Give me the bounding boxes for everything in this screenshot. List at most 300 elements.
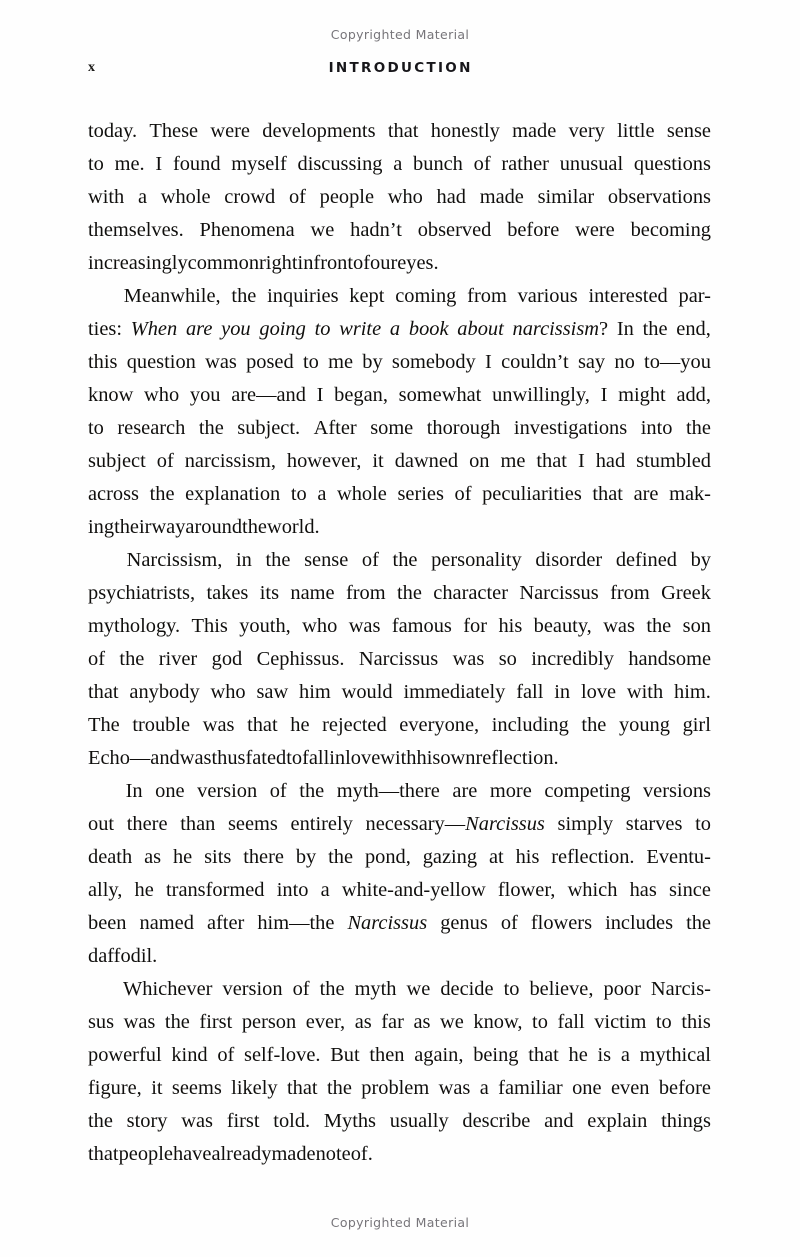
- text-line: [88, 808, 711, 841]
- text-word: name: [290, 582, 335, 604]
- text-word: of: [473, 153, 491, 175]
- text-line: [88, 1072, 711, 1105]
- text-word: before: [658, 1077, 711, 1099]
- text-word: entirely: [290, 813, 353, 835]
- text-word: flowers: [530, 912, 593, 934]
- text-word: from: [467, 285, 507, 307]
- text-line: [88, 544, 711, 577]
- text-word: very: [568, 120, 605, 142]
- text-word: world.: [266, 516, 320, 538]
- text-word: in: [329, 747, 346, 769]
- text-word: little: [617, 120, 655, 142]
- paragraph: [88, 544, 711, 775]
- text-word: some: [370, 417, 414, 439]
- text-word: from: [345, 582, 386, 604]
- text-word: trouble: [132, 714, 191, 736]
- text-word: which: [567, 879, 618, 901]
- italic-text: you: [221, 318, 251, 340]
- text-word: young: [618, 714, 670, 736]
- text-word: that: [247, 714, 278, 736]
- text-line: [88, 610, 711, 643]
- text-line: [88, 247, 711, 280]
- text-word: first: [199, 1011, 233, 1033]
- text-word: he: [134, 879, 154, 901]
- text-word: questions: [633, 153, 711, 175]
- text-word: was: [438, 1077, 471, 1099]
- text-word: everyone,: [399, 714, 480, 736]
- text-word: and: [544, 1110, 574, 1132]
- text-word: was: [452, 648, 485, 670]
- text-word: in: [297, 252, 314, 274]
- text-word: familiar: [498, 1077, 563, 1099]
- text-line: [88, 181, 711, 214]
- text-word: stumbled: [636, 450, 711, 472]
- text-word: Narcissus: [519, 582, 599, 604]
- text-word: made: [512, 120, 557, 142]
- text-word: it: [151, 1077, 163, 1099]
- text-word: add,: [676, 384, 711, 406]
- text-word: own: [440, 747, 476, 769]
- text-word: of: [156, 450, 174, 472]
- text-word: of: [353, 252, 371, 274]
- text-word: the: [299, 780, 325, 802]
- text-word: a: [620, 1044, 630, 1066]
- text-word: god: [211, 648, 243, 670]
- text-word: end,: [676, 318, 711, 340]
- text-line: [88, 577, 711, 610]
- text-word: youth,: [239, 615, 291, 637]
- italic-text: Narcissus: [347, 912, 428, 934]
- text-word: the: [646, 615, 672, 637]
- text-word: mythical: [639, 1044, 711, 1066]
- text-word: flower,: [497, 879, 556, 901]
- text-word: Cephissus.: [256, 648, 345, 670]
- text-word: This: [191, 615, 228, 637]
- text-word: note: [315, 1143, 351, 1165]
- text-word: would: [341, 681, 393, 703]
- italic-text: going: [259, 318, 306, 340]
- text-word: the: [149, 483, 175, 505]
- text-word: across: [88, 483, 139, 505]
- text-word: have: [172, 1143, 212, 1165]
- text-word: it: [372, 450, 384, 472]
- text-word: somewhat: [398, 384, 482, 406]
- text-word: starves: [625, 813, 683, 835]
- text-word: since: [668, 879, 711, 901]
- text-word: seems: [228, 813, 278, 835]
- text-word: the: [88, 1110, 113, 1132]
- text-word: at: [488, 846, 504, 868]
- text-word: story: [126, 1110, 168, 1132]
- text-word: fall: [302, 747, 330, 769]
- text-word: explanation: [185, 483, 281, 505]
- italic-text: are: [185, 318, 213, 340]
- text-word: its: [259, 582, 279, 604]
- body-text: [88, 115, 711, 1171]
- text-word: Narcissism,: [126, 549, 223, 571]
- text-word: to: [695, 813, 711, 835]
- text-word: [409, 313, 449, 346]
- text-line: [88, 478, 711, 511]
- chapter-title: INTRODUCTION: [328, 60, 473, 76]
- text-word: I: [600, 384, 608, 406]
- text-line: [88, 214, 711, 247]
- text-word: subject: [88, 450, 146, 472]
- text-line: [88, 775, 711, 808]
- text-word: victim: [594, 1011, 647, 1033]
- text-word: are: [633, 483, 659, 505]
- text-word: to—you: [644, 351, 711, 373]
- text-word: coming: [395, 285, 457, 307]
- text-word: was: [123, 1011, 156, 1033]
- text-word: to: [302, 351, 319, 373]
- text-word: increasingly: [88, 252, 188, 274]
- text-word: love: [580, 681, 617, 703]
- text-word: had: [595, 450, 626, 472]
- text-word: the: [642, 318, 668, 340]
- text-line: [88, 1105, 711, 1138]
- text-word: of: [217, 1044, 235, 1066]
- text-word: research: [117, 417, 186, 439]
- text-word: person: [241, 1011, 297, 1033]
- text-word: After: [313, 417, 357, 439]
- text-line: [88, 511, 711, 544]
- text-word: versions: [642, 780, 711, 802]
- text-line: [88, 742, 711, 775]
- text-word: way: [151, 516, 186, 538]
- text-word: who: [210, 681, 246, 703]
- text-word: sus: [88, 1011, 115, 1033]
- italic-text: When: [130, 318, 178, 340]
- text-word: around: [185, 516, 243, 538]
- text-line: [88, 346, 711, 379]
- text-word: of: [288, 186, 306, 208]
- text-word: say: [577, 351, 606, 373]
- text-line: [88, 841, 711, 874]
- text-line: [88, 148, 711, 181]
- text-word: so: [498, 648, 517, 670]
- text-word: who: [387, 186, 423, 208]
- text-word: on: [469, 450, 490, 472]
- text-word: might: [618, 384, 666, 406]
- text-word: fall: [557, 1011, 585, 1033]
- text-word: before: [507, 219, 560, 241]
- text-word: interested: [588, 285, 668, 307]
- text-word: ing: [88, 516, 115, 538]
- text-word: seems: [171, 1077, 222, 1099]
- text-word: [131, 313, 177, 346]
- text-word: you: [189, 384, 221, 406]
- text-word: by: [295, 846, 317, 868]
- text-word: [339, 313, 381, 346]
- text-word: their: [114, 516, 152, 538]
- text-word: version: [222, 978, 283, 1000]
- text-word: psychiatrists,: [88, 582, 196, 604]
- text-word: after: [206, 912, 245, 934]
- text-word: was: [181, 1110, 213, 1132]
- text-word: gazing: [422, 846, 478, 868]
- text-word: even: [610, 1077, 650, 1099]
- text-line: [88, 379, 711, 412]
- text-word: Phenomena: [199, 219, 295, 241]
- text-word: again,: [414, 1044, 464, 1066]
- text-word: rejected: [322, 714, 387, 736]
- text-word: to: [286, 747, 303, 769]
- text-word: son: [682, 615, 711, 637]
- text-word: by: [362, 351, 383, 373]
- text-word: character: [433, 582, 508, 604]
- text-word: know: [88, 384, 134, 406]
- text-word: there: [243, 846, 284, 868]
- text-word: we: [310, 219, 335, 241]
- text-word: who: [144, 384, 180, 406]
- text-word: he: [172, 846, 193, 868]
- text-word: are—and: [231, 384, 306, 406]
- text-word: Meanwhile,: [123, 285, 221, 307]
- text-word: describe: [462, 1110, 531, 1132]
- text-line: [88, 709, 711, 742]
- text-word: whole: [160, 186, 211, 208]
- text-word: [457, 313, 503, 346]
- text-word: a: [479, 1077, 489, 1099]
- text-line: [88, 1039, 711, 1072]
- text-line: [88, 907, 711, 940]
- text-word: that: [592, 483, 623, 505]
- text-word: has: [629, 879, 657, 901]
- text-word: a: [393, 153, 403, 175]
- text-word: kept: [349, 285, 385, 307]
- text-word: poor: [603, 978, 641, 1000]
- text-word: These: [149, 120, 199, 142]
- text-word: know,: [473, 1011, 523, 1033]
- text-word: him.: [674, 681, 711, 703]
- text-word: ties:: [88, 318, 122, 340]
- text-word: [390, 313, 400, 346]
- text-word: peculiarities: [482, 483, 582, 505]
- text-word: for: [463, 615, 488, 637]
- text-word: the: [319, 978, 345, 1000]
- text-word: takes: [206, 582, 249, 604]
- text-word: had: [436, 186, 466, 208]
- text-word: the: [242, 516, 267, 538]
- text-word: me.: [114, 153, 145, 175]
- text-word: But: [330, 1044, 360, 1066]
- text-word: today.: [88, 120, 138, 142]
- text-word: daffodil.: [88, 945, 158, 967]
- text-word: [221, 313, 250, 346]
- text-word: this: [88, 351, 118, 373]
- text-word: discussing: [297, 153, 383, 175]
- text-word: river: [158, 648, 198, 670]
- text-word: whole: [337, 483, 387, 505]
- text-word: me: [328, 351, 353, 373]
- text-word: [315, 313, 331, 346]
- italic-text: a: [389, 318, 401, 340]
- text-line: [88, 874, 711, 907]
- text-word: common: [187, 252, 260, 274]
- copyrighted-material-watermark-top: Copyrighted Material: [330, 27, 470, 42]
- text-word: death: [88, 846, 133, 868]
- text-word: similar: [537, 186, 595, 208]
- text-word: posed: [246, 351, 294, 373]
- text-line: [88, 280, 711, 313]
- text-word: the: [328, 846, 354, 868]
- text-word: began,: [334, 384, 388, 406]
- text-word: reflection.: [475, 747, 559, 769]
- text-word: to: [88, 153, 104, 175]
- text-word: mak-: [669, 483, 711, 505]
- text-word: he: [290, 714, 310, 736]
- text-word: of: [500, 912, 518, 934]
- text-word: fall: [516, 681, 544, 703]
- text-word: he: [568, 1044, 588, 1066]
- italic-text: to: [314, 318, 331, 340]
- text-word: simply: [557, 813, 614, 835]
- running-head: [88, 58, 711, 78]
- text-word: that: [88, 681, 119, 703]
- text-word: more: [489, 780, 532, 802]
- text-word: observed: [417, 219, 492, 241]
- text-word: first: [226, 1110, 260, 1132]
- text-word: of: [269, 780, 287, 802]
- text-word: him—the: [257, 912, 335, 934]
- text-word: with: [88, 186, 125, 208]
- text-word: the: [686, 912, 711, 934]
- text-word: In: [616, 318, 634, 340]
- text-word: people: [319, 186, 375, 208]
- text-word: to: [88, 417, 104, 439]
- text-word: his: [515, 846, 540, 868]
- text-word: our: [370, 252, 398, 274]
- text-word: him: [299, 681, 331, 703]
- text-word: that: [88, 1143, 119, 1165]
- text-word: of: [361, 549, 379, 571]
- text-word: beauty,: [533, 615, 592, 637]
- text-word: been: [88, 912, 127, 934]
- text-word: sense: [666, 120, 711, 142]
- text-word: honestly: [430, 120, 500, 142]
- text-word: immediately: [403, 681, 506, 703]
- text-word: version: [197, 780, 258, 802]
- text-word: likely: [231, 1077, 278, 1099]
- text-word: mythology.: [88, 615, 181, 637]
- text-word: to: [532, 1011, 548, 1033]
- italic-text: about: [457, 318, 504, 340]
- text-word: were: [575, 219, 615, 241]
- text-word: themselves.: [88, 219, 184, 241]
- text-word: anybody: [129, 681, 200, 703]
- text-word: from: [610, 582, 650, 604]
- text-word: the: [581, 714, 607, 736]
- text-word: narcissism,: [184, 450, 276, 472]
- text-word: as: [144, 846, 162, 868]
- text-word: The: [88, 714, 120, 736]
- text-line: [88, 940, 711, 973]
- text-word: the: [392, 549, 418, 571]
- text-word: that: [536, 450, 567, 472]
- paragraph: [88, 973, 711, 1171]
- text-word: in: [554, 681, 571, 703]
- text-word: is: [597, 1044, 612, 1066]
- text-word: handsome: [628, 648, 711, 670]
- text-word: the: [119, 648, 145, 670]
- text-word: decide: [440, 978, 494, 1000]
- text-word: sense: [304, 549, 349, 571]
- text-word: [347, 907, 427, 940]
- text-word: In: [125, 780, 143, 802]
- text-word: eyes.: [397, 252, 439, 274]
- text-word: made: [271, 1143, 316, 1165]
- text-word: necessary—Narcissus: [365, 813, 545, 835]
- text-word: in: [236, 549, 252, 571]
- paragraph: [88, 115, 711, 280]
- text-word: the: [164, 1011, 190, 1033]
- text-word: rather: [501, 153, 549, 175]
- text-word: the: [685, 417, 711, 439]
- text-word: then: [369, 1044, 405, 1066]
- text-word: includes: [605, 912, 674, 934]
- text-word: crowd: [224, 186, 276, 208]
- text-word: somebody: [391, 351, 476, 373]
- text-word: subject.: [237, 417, 301, 439]
- text-word: to: [655, 1011, 672, 1033]
- text-word: bunch: [413, 153, 463, 175]
- text-word: out: [88, 813, 115, 835]
- text-word: I: [577, 450, 585, 472]
- text-word: unwillingly,: [492, 384, 590, 406]
- text-word: [186, 313, 212, 346]
- text-word: the: [396, 582, 422, 604]
- text-word: was: [603, 615, 635, 637]
- text-line: [88, 445, 711, 478]
- text-word: explain: [587, 1110, 648, 1132]
- text-word: unusual: [559, 153, 624, 175]
- text-word: right: [259, 252, 298, 274]
- text-word: kind: [171, 1044, 208, 1066]
- text-word: myth: [354, 978, 397, 1000]
- text-word: as: [413, 1011, 431, 1033]
- text-word: was: [179, 747, 212, 769]
- text-word: Echo—and: [88, 747, 180, 769]
- text-word: competing: [544, 780, 631, 802]
- text-word: par-: [678, 285, 711, 307]
- text-word: I: [155, 153, 163, 175]
- text-word: saw: [256, 681, 289, 703]
- text-word: this: [681, 1011, 711, 1033]
- italic-text: Narcissus: [465, 813, 545, 835]
- text-word: including: [491, 714, 569, 736]
- text-word: far: [381, 1011, 404, 1033]
- text-word: personality: [431, 549, 522, 571]
- text-word: developments: [262, 120, 376, 142]
- text-word: I: [316, 384, 324, 406]
- text-word: dawned: [394, 450, 459, 472]
- text-word: disorder: [535, 549, 603, 571]
- text-line: [88, 1138, 711, 1171]
- text-word: that: [528, 1044, 559, 1066]
- text-word: with: [626, 681, 664, 703]
- text-word: myth—there: [336, 780, 440, 802]
- text-word: being: [473, 1044, 519, 1066]
- text-word: of: [454, 483, 472, 505]
- text-word: ally,: [88, 879, 123, 901]
- text-word: genus: [440, 912, 488, 934]
- text-word: sits: [204, 846, 232, 868]
- text-word: named: [139, 912, 194, 934]
- text-word: that: [387, 120, 419, 142]
- text-word: was: [348, 615, 381, 637]
- text-word: than: [180, 813, 216, 835]
